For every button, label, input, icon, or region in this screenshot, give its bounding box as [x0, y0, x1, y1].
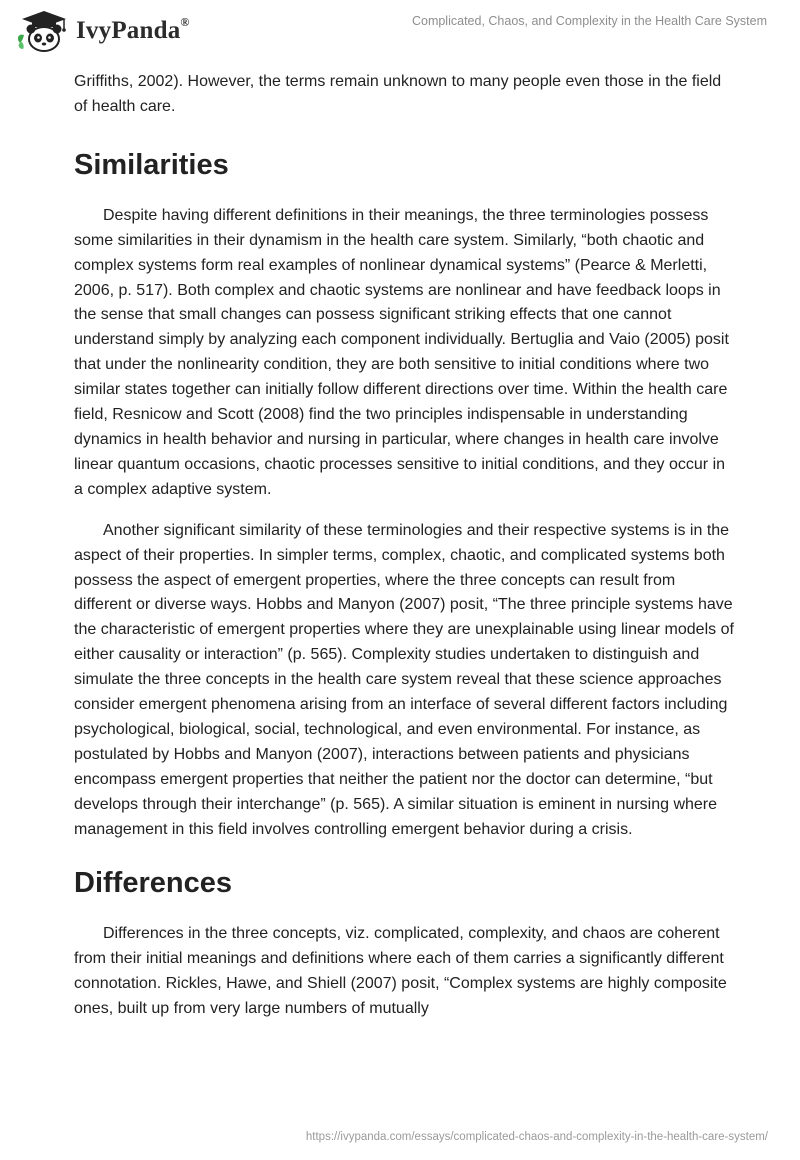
- paragraph: Despite having different definitions in their meanings, the three terminologies possess some similarities in their dynamism in the health care system. Similarly, “both chaotic and complex systems form real examples of nonlinear dynamical systems” (Pearce & Merletti, 2006, p. 517). Both complex and chaotic systems are nonlinear and have feedback loops in the sense that small changes can possess significant striking effects that one cannot understand simply by analyzing each component individually. Bertuglia and Vaio (2005) posit that under the nonlinearity condition, they are both sensitive to initial conditions where two similar states together can initially follow different directions over time. Within the health care field, Resnicow and Scott (2008) find the two principles indispensable in understanding dynamics in health behavior and nursing in particular, where changes in health care involve linear quantum occasions, chaotic processes sensitive to initial conditions, and they occur in a complex adaptive system.: [74, 206, 729, 498]
- document-title: Complicated, Chaos, and Complexity in the Health Care System: [411, 14, 767, 28]
- section-heading-differences: Differences: [74, 867, 232, 900]
- paragraph: Another significant similarity of these terminologies and their respective systems is in the aspect of their properties. In simpler terms, complex, chaotic, and complicated systems both possess the aspect of emergent properties, where the three concepts can result from different or diverse ways. Hobbs and Manyon (2007) posit, “The three principle systems have the characteristic of emergent properties where they are unexplainable using linear models of either causality or interaction” (p. 565). Complexity studies undertaken to distinguish and simulate the three concepts in the health care system reveal that these science approaches consider emergent phenomena arising from an interface of several different factors including psychological, biological, social, technological, and even environmental. For instance, as postulated by Hobbs and Manyon (2007), interactions between patients and physicians encompass emergent properties that neither the patient nor the doctor can determine, “but develops through their interchange” (p. 565). A similar situation is eminent in nursing where management in this field involves controlling emergent behavior during a crisis.: [74, 521, 734, 838]
- brand-logo[interactable]: [14, 9, 190, 53]
- page-header: [0, 0, 800, 60]
- brand-name: IvyPanda®: [76, 15, 190, 44]
- panda-graduate-icon: [14, 9, 72, 53]
- paragraph: Differences in the three concepts, viz. complicated, complexity, and chaos are coherent from their initial meanings and definitions where each of them carries a significantly different connotation. Rickles, Hawe, and Shiell (2007) posit, “Complex systems are highly composite ones, built up from very large numbers of mutually: [74, 925, 727, 1018]
- section-heading-similarities: Similarities: [74, 148, 229, 181]
- source-url[interactable]: https://ivypanda.com/essays/complicated-chaos-and-complexity-in-the-health-care-system/: [305, 1131, 768, 1143]
- essay-body: [74, 70, 734, 1022]
- intro-fragment: Griffiths, 2002). However, the terms remain unknown to many people even those in the field of health care.: [74, 73, 722, 115]
